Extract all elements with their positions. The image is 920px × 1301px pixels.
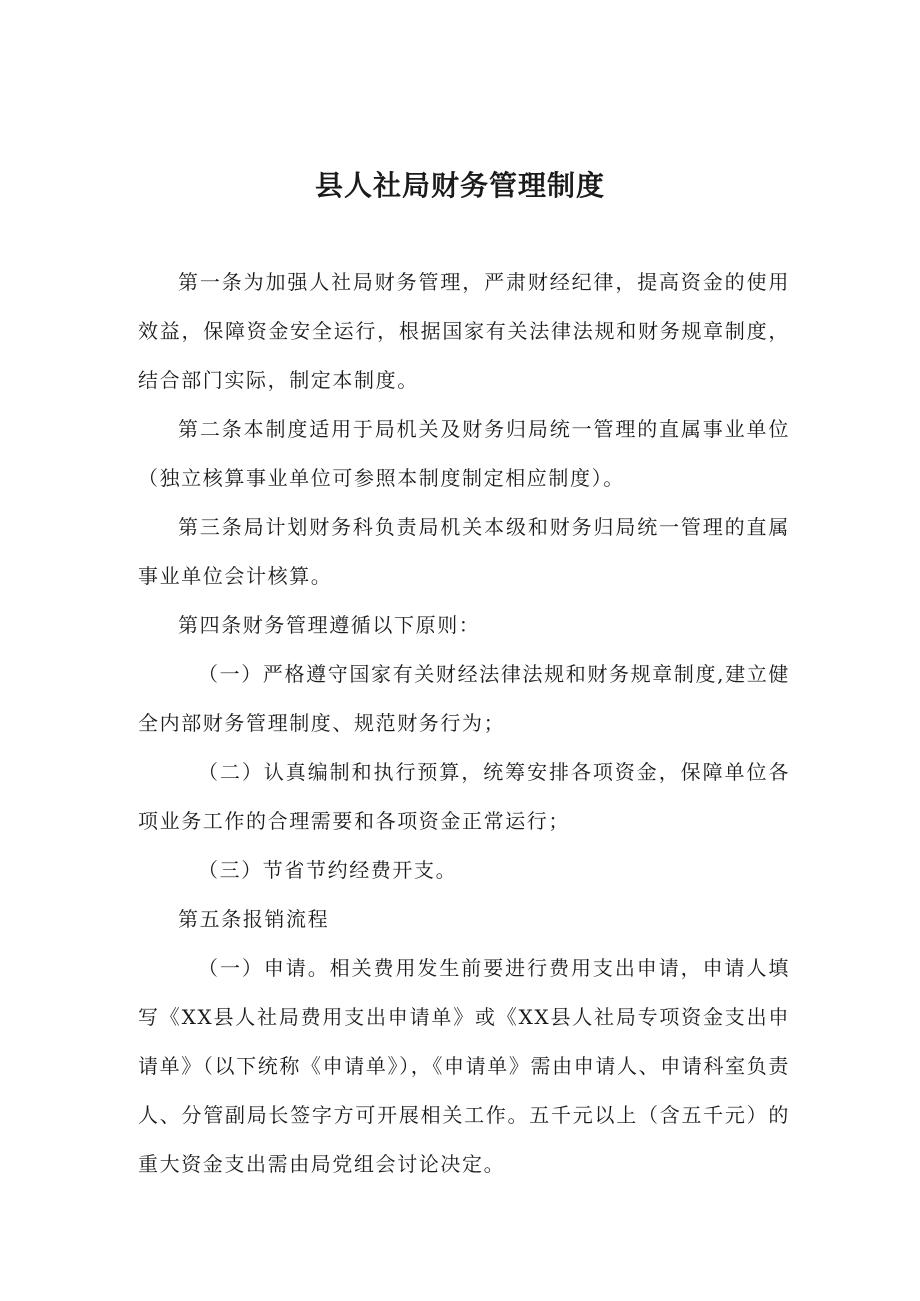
article-5-heading: 第五条报销流程: [178, 907, 330, 931]
document-title: 县人社局财务管理制度: [314, 169, 605, 202]
article-1-paragraph: 第一条为加强人社局财务管理，严肃财经纪律，提高资金的使用效益，保障资金安全运行，根据国家有关法律法规和财务规章制度，结合部门实际，制定本制度。: [138, 270, 790, 392]
article-5-item-1: （一）申请。相关费用发生前要进行费用支出申请，申请人填写《XX县人社局费用支出申请单》或《XX县人社局专项资金支出申请单》（以下统称《申请单》），《申请单》需由申请人、申请科室负责人、分管副局长签字方可开展相关工作。五千元以上（含五千元）的重大资金支出需由局党组会讨论决定。: [138, 956, 790, 1176]
article-4-item-2: （二）认真编制和执行预算，统筹安排各项资金，保障单位各项业务工作的合理需要和各项资金正常运行；: [138, 760, 790, 833]
article-2-paragraph: 第二条本制度适用于局机关及财务归局统一管理的直属事业单位（独立核算事业单位可参照本制度制定相应制度）。: [138, 417, 790, 490]
document-body: [138, 258, 790, 1189]
article-3-paragraph: 第三条局计划财务科负责局机关本级和财务归局统一管理的直属事业单位会计核算。: [138, 515, 790, 588]
article-4-heading: 第四条财务管理遵循以下原则：: [178, 613, 481, 637]
article-4-item-1: （一）严格遵守国家有关财经法律法规和财务规章制度,建立健全内部财务管理制度、规范财务行为；: [138, 662, 790, 735]
article-4-item-3: （三）节省节约经费开支。: [198, 858, 458, 882]
